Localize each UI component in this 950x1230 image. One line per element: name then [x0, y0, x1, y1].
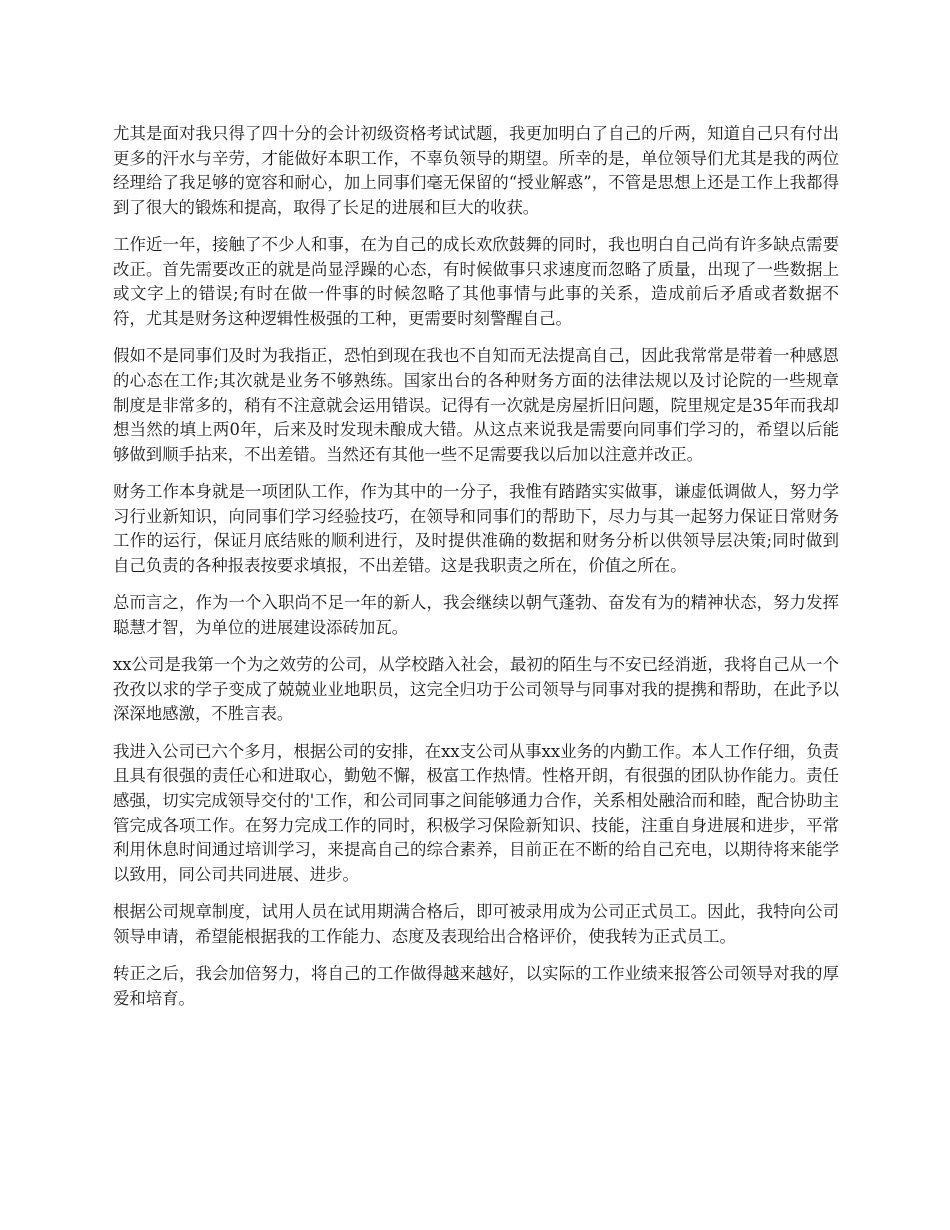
paragraph-3: 假如不是同事们及时为我指正，恐怕到现在我也不自知而无法提高自己，因此我常常是带着一种感恩的心态在工作;其次就是业务不够熟练。国家出台的各种财务方面的法律法规以及讨论院的一些规章制度是非常多的，稍有不注意就会运用错误。记得有一次就是房屋折旧问题，院里规定是35年而我却想当然的填上两0年，后来及时发现未酿成大错。从这点来说我是需要向同事们学习的，希望以后能够做到顺手拈来，不出差错。当然还有其他一些不足需要我以后加以注意并改正。 — [113, 346, 839, 464]
paragraph-1: 尤其是面对我只得了四十分的会计初级资格考试试题，我更加明白了自己的斤两，知道自己只有付出更多的汗水与辛劳，才能做好本职工作，不辜负领导的期望。所幸的是，单位领导们尤其是我的两位经理给了我足够的宽容和耐心，加上同事们毫无保留的“授业解惑”，不管是思想上还是工作上我都得到了很大的锻炼和提高，取得了长足的进展和巨大的收获。 — [113, 124, 839, 217]
paragraph-9: 转正之后，我会加倍努力，将自己的工作做得越来越好，以实际的工作业绩来报答公司领导对我的厚爱和培育。 — [113, 964, 839, 1008]
paragraph-8: 根据公司规章制度，试用人员在试用期满合格后，即可被录用成为公司正式员工。因此，我特向公司领导申请，希望能根据我的工作能力、态度及表现给出合格评价，使我转为正式员工。 — [113, 902, 839, 946]
paragraph-5: 总而言之，作为一个入职尚不足一年的新人，我会继续以朝气蓬勃、奋发有为的精神状态，努力发挥聪慧才智，为单位的进展建设添砖加瓦。 — [113, 593, 839, 637]
paragraph-7: 我进入公司已六个多月，根据公司的安排，在xx支公司从事xx业务的内勤工作。本人工作仔细，负责且具有很强的责任心和进取心，勤勉不懈，极富工作热情。性格开朗，有很强的团队协作能力。责任感强，切实完成领导交付的'工作，和公司同事之间能够通力合作，关系相处融洽而和睦，配合协助主管完成各项工作。在努力完成工作的同时，积极学习保险新知识、技能，注重自身进展和进步，平常利用休息时间通过培训学习，来提高自己的综合素养，目前正在不断的给自己充电，以期待将来能学以致用，同公司共同进展、进步。 — [113, 741, 839, 884]
paragraph-4: 财务工作本身就是一项团队工作，作为其中的一分子，我惟有踏踏实实做事，谦虚低调做人，努力学习行业新知识，向同事们学习经验技巧，在领导和同事们的帮助下，尽力与其一起努力保证日常财务工作的运行，保证月底结账的顺利进行，及时提供准确的数据和财务分析以供领导层决策;同时做到自己负责的各种报表按要求填报，不出差错。这是我职责之所在，价值之所在。 — [113, 482, 839, 575]
paragraph-2: 工作近一年，接触了不少人和事，在为自己的成长欢欣鼓舞的同时，我也明白自己尚有许多缺点需要改正。首先需要改正的就是尚显浮躁的心态，有时候做事只求速度而忽略了质量，出现了一些数据上或文字上的错误;有时在做一件事的时候忽略了其他事情与此事的关系，造成前后矛盾或者数据不符，尤其是财务这种逻辑性极强的工种，更需要时刻警醒自己。 — [113, 235, 839, 328]
paragraph-6: xx公司是我第一个为之效劳的公司，从学校踏入社会，最初的陌生与不安已经消逝，我将自己从一个孜孜以求的学子变成了兢兢业业地职员，这完全归功于公司领导与同事对我的提携和帮助，在此予以深深地感激，不胜言表。 — [113, 655, 839, 724]
document-body — [113, 122, 839, 1024]
